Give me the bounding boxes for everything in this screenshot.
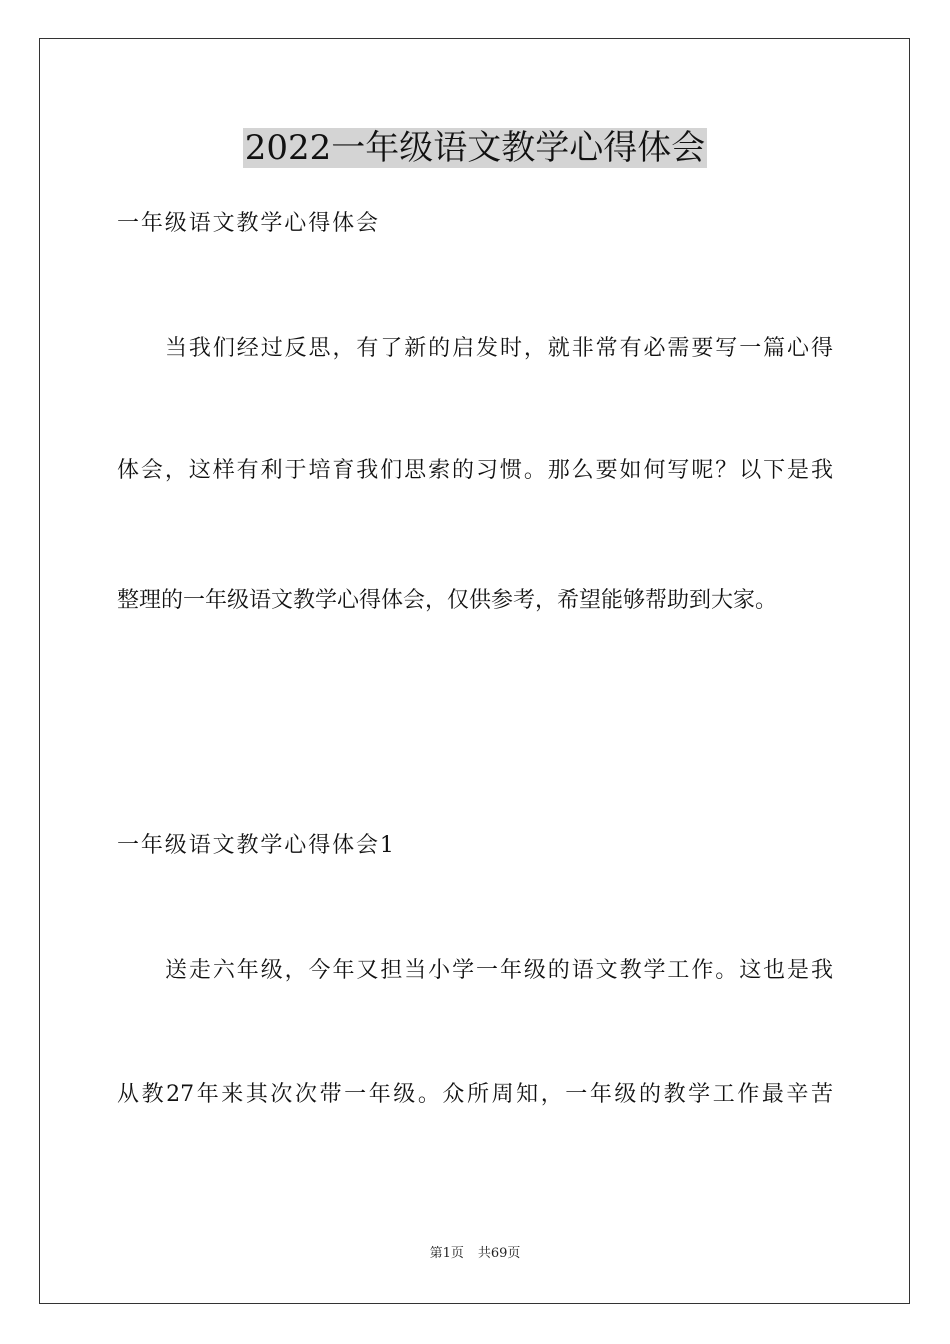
paragraph-line: 当我们经过反思，有了新的启发时，就非常有必需要写一篇心得: [165, 336, 833, 361]
paragraph-line: 体会，这样有利于培育我们思索的习惯。那么要如何写呢？以下是我: [117, 458, 833, 483]
section-heading: 一年级语文教学心得体会1: [117, 833, 396, 858]
page-total: 共69页: [477, 1246, 521, 1261]
paragraph-line: 送走六年级，今年又担当小学一年级的语文教学工作。这也是我: [165, 958, 833, 983]
paragraph-line: 从教27年来其次次带一年级。众所周知，一年级的教学工作最辛苦: [117, 1082, 833, 1107]
page-footer: [0, 1245, 950, 1263]
document-title-text: 2022一年级语文教学心得体会: [244, 128, 706, 168]
page-number: 第1页: [429, 1246, 464, 1261]
document-subtitle: 一年级语文教学心得体会: [117, 211, 380, 236]
paragraph-line: 整理的一年级语文教学心得体会，仅供参考，希望能够帮助到大家。: [117, 588, 778, 613]
document-title: [0, 126, 950, 170]
